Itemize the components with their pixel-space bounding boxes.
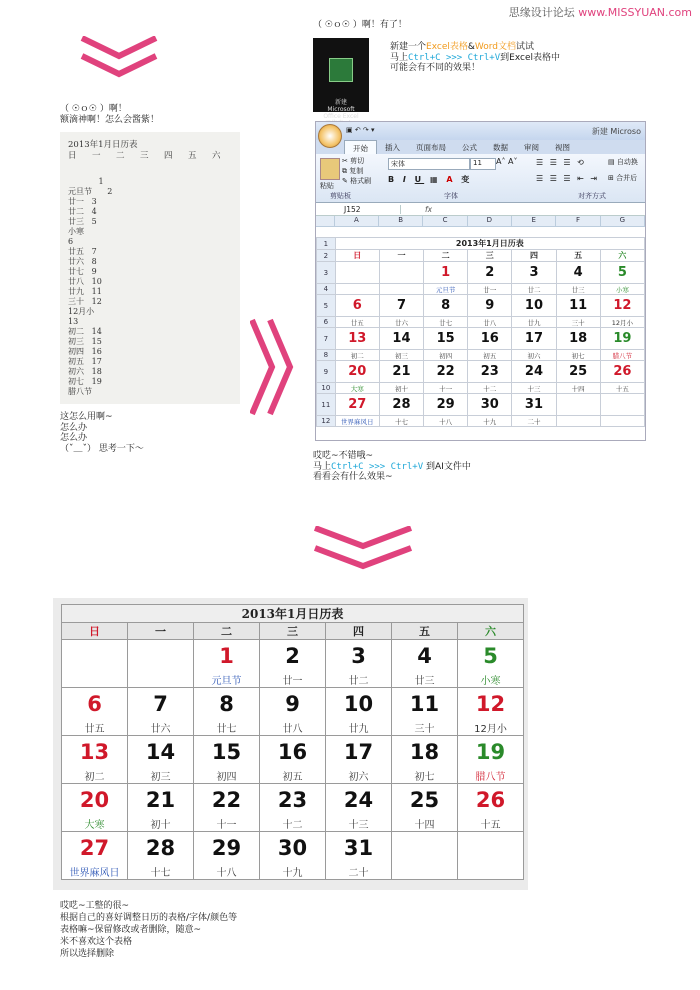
calendar-date: 5 [458, 640, 524, 673]
excel-weekday-cell[interactable]: 六 [600, 250, 644, 262]
excel-lunar-cell[interactable]: 初六 [512, 350, 556, 361]
calendar-date: 9 [260, 688, 326, 721]
calendar-lunar: 初十 [128, 816, 194, 832]
format-painter-button[interactable]: ✎ 格式刷 [342, 177, 372, 185]
text-calendar-title: 2013年1月日历表 [68, 140, 138, 150]
excel-window [315, 121, 646, 441]
excel-weekday-cell[interactable]: 二 [424, 250, 468, 262]
chevron-down-icon [313, 526, 413, 570]
calendar-date: 14 [128, 736, 194, 769]
ribbon-tabs [316, 140, 645, 154]
calendar-date: 1 [194, 640, 260, 673]
excel-lunar-cell[interactable]: 十九 [468, 416, 512, 427]
calendar-date [392, 832, 458, 865]
excel-weekday-cell[interactable]: 五 [556, 250, 600, 262]
calendar-lunar: 大寒 [62, 816, 128, 832]
excel-date-cell[interactable]: 26 [600, 361, 644, 383]
excel-lunar-cell[interactable] [335, 284, 379, 295]
font-group-label: 字体 [444, 192, 458, 200]
calendar-lunar: 廿三 [392, 672, 458, 688]
calendar-title: 2013年1月日历表 [62, 605, 524, 623]
excel-date-cell[interactable]: 31 [512, 394, 556, 416]
alignment-group-label: 对齐方式 [578, 192, 606, 200]
excel-lunar-cell[interactable] [556, 416, 600, 427]
calendar-weekday: 六 [458, 623, 524, 640]
calendar-lunar: 初二 [62, 768, 128, 784]
text-calendar-row: 初七 19 [68, 377, 102, 386]
text-calendar-row: 廿二 4 [68, 207, 97, 216]
tab-page-layout[interactable]: 页面布局 [416, 143, 446, 152]
excel-lunar-cell[interactable]: 初七 [556, 350, 600, 361]
excel-date-cell[interactable]: 11 [556, 295, 600, 317]
excel-lunar-cell[interactable]: 十一 [424, 383, 468, 394]
calendar-lunar [62, 672, 128, 688]
excel-date-cell[interactable]: 9 [468, 295, 512, 317]
copy-button[interactable]: ⧉ 复制 [342, 167, 364, 175]
calendar-date: 31 [326, 832, 392, 865]
excel-date-cell[interactable]: 28 [379, 394, 423, 416]
row-header[interactable]: 8 [317, 350, 336, 361]
calendar-date: 3 [326, 640, 392, 673]
calendar-date: 27 [62, 832, 128, 865]
excel-date-cell[interactable]: 8 [424, 295, 468, 317]
text-calendar-row: 廿七 9 [68, 267, 97, 276]
text-calendar-row: 腊八节 [68, 387, 92, 396]
excel-lunar-cell[interactable]: 十三 [512, 383, 556, 394]
right-intro-title: （ ☉ｏ☉ ）啊！有了！ [313, 20, 407, 30]
calendar-table [61, 604, 524, 880]
excel-lunar-cell[interactable]: 初二 [335, 350, 379, 361]
cut-button[interactable]: ✂ 剪切 [342, 157, 365, 165]
tab-insert[interactable]: 插入 [385, 143, 400, 152]
calendar-lunar: 十九 [260, 864, 326, 880]
text-calendar-row: 元旦节 2 [68, 187, 113, 196]
calendar-lunar: 初四 [194, 768, 260, 784]
excel-weekday-cell[interactable]: 四 [512, 250, 556, 262]
calendar-lunar: 三十 [392, 720, 458, 736]
calendar-date: 26 [458, 784, 524, 817]
calendar-lunar: 腊八节 [458, 768, 524, 784]
calendar-lunar [458, 864, 524, 880]
excel-date-cell[interactable]: 12 [600, 295, 644, 317]
calendar-lunar: 廿六 [128, 720, 194, 736]
calendar-lunar: 元旦节 [194, 672, 260, 688]
text-calendar-row: 初六 18 [68, 367, 102, 376]
calendar-weekday: 四 [326, 623, 392, 640]
text-calendar-row: 初二 14 [68, 327, 102, 336]
calendar-date [458, 832, 524, 865]
paste-button[interactable]: 粘贴 [320, 182, 334, 190]
tab-formulas[interactable]: 公式 [462, 143, 477, 152]
row-header[interactable]: 1 [317, 238, 336, 250]
calendar-lunar: 廿七 [194, 720, 260, 736]
tab-view[interactable]: 视图 [555, 143, 570, 152]
excel-lunar-cell[interactable]: 初三 [379, 350, 423, 361]
excel-lunar-cell[interactable]: 廿二 [512, 284, 556, 295]
row-header[interactable]: 10 [317, 383, 336, 394]
excel-lunar-cell[interactable]: 小寒 [600, 284, 644, 295]
clipboard-group-label: 剪贴板 [330, 192, 351, 200]
excel-date-cell[interactable]: 29 [424, 394, 468, 416]
excel-file-icon[interactable]: 新建 Microsoft Office Excel [313, 38, 369, 112]
align-buttons[interactable]: ☰ ☰ ☰ ⟲ [536, 158, 586, 167]
excel-lunar-cell[interactable]: 腊八节 [600, 350, 644, 361]
wrap-text-button[interactable]: ▤ 自动换 [608, 158, 638, 166]
excel-titlebar [316, 122, 645, 140]
font-style-buttons[interactable]: B I U ▦ A 变 [388, 175, 473, 184]
calendar-lunar: 十七 [128, 864, 194, 880]
excel-date-cell[interactable]: 25 [556, 361, 600, 383]
calendar-weekday: 三 [260, 623, 326, 640]
excel-weekday-cell[interactable]: 一 [379, 250, 423, 262]
row-header[interactable]: 9 [317, 361, 336, 383]
text-calendar-rows [68, 177, 112, 397]
left-outro: 这怎么用啊~ 怎么办 怎么办 （ˇ＿ˇ） 思考一下～ [60, 412, 144, 454]
excel-lunar-cell[interactable]: 十二 [468, 383, 512, 394]
tab-review[interactable]: 审阅 [524, 143, 539, 152]
excel-lunar-cell[interactable]: 12月小 [600, 317, 644, 328]
excel-lunar-cell[interactable]: 十五 [600, 383, 644, 394]
calendar-date: 11 [392, 688, 458, 721]
tab-home[interactable]: 开始 [344, 140, 377, 154]
calendar-date: 8 [194, 688, 260, 721]
text-calendar-row: 三十 12 [68, 297, 102, 306]
calendar-date: 4 [392, 640, 458, 673]
excel-date-cell[interactable]: 22 [424, 361, 468, 383]
calendar-date: 30 [260, 832, 326, 865]
excel-lunar-cell[interactable]: 十七 [379, 416, 423, 427]
text-calendar-row: 廿八 10 [68, 277, 102, 286]
excel-date-cell[interactable]: 5 [600, 262, 644, 284]
text-calendar-row: 12月小 [68, 307, 95, 316]
fx-icon[interactable]: fx [425, 204, 433, 214]
excel-date-cell[interactable]: 24 [512, 361, 556, 383]
text-calendar-row: 廿三 5 [68, 217, 97, 226]
excel-date-cell[interactable]: 2 [468, 262, 512, 284]
row-header[interactable]: 7 [317, 328, 336, 350]
excel-lunar-cell[interactable]: 初四 [424, 350, 468, 361]
watermark-url: www.MISSYUAN.com [578, 6, 692, 19]
excel-date-cell[interactable] [379, 262, 423, 284]
excel-lunar-cell[interactable]: 廿九 [512, 317, 556, 328]
excel-date-cell[interactable]: 16 [468, 328, 512, 350]
excel-date-cell[interactable]: 15 [424, 328, 468, 350]
text-calendar-row: 初五 17 [68, 357, 102, 366]
text-calendar-row: 13 [68, 317, 79, 326]
excel-date-cell[interactable]: 3 [512, 262, 556, 284]
calendar-date [128, 640, 194, 673]
excel-lunar-cell[interactable] [379, 284, 423, 295]
calendar-lunar: 廿五 [62, 720, 128, 736]
excel-title-cell[interactable]: 2013年1月日历表 [335, 238, 644, 250]
calendar-lunar: 十二 [260, 816, 326, 832]
calendar-date: 6 [62, 688, 128, 721]
calendar-date: 25 [392, 784, 458, 817]
name-box[interactable]: J152 [316, 205, 401, 214]
row-header[interactable]: 6 [317, 317, 336, 328]
calendar-date: 29 [194, 832, 260, 865]
excel-date-cell[interactable]: 4 [556, 262, 600, 284]
excel-logo-icon [329, 58, 353, 82]
excel-date-cell[interactable]: 19 [600, 328, 644, 350]
excel-lunar-cell[interactable]: 十四 [556, 383, 600, 394]
calendar-date: 28 [128, 832, 194, 865]
excel-weekday-cell[interactable]: 日 [335, 250, 379, 262]
font-grow-shrink-buttons[interactable]: A˄ A˅ [496, 157, 518, 166]
text-calendar-row: 廿一 3 [68, 197, 97, 206]
calendar-lunar: 十四 [392, 816, 458, 832]
text-calendar-row: 1 [68, 177, 104, 186]
row-header[interactable]: 12 [317, 416, 336, 427]
excel-date-cell[interactable]: 27 [335, 394, 379, 416]
calendar-lunar: 小寒 [458, 672, 524, 688]
calendar-lunar: 廿一 [260, 672, 326, 688]
calendar-lunar: 世界麻风日 [62, 864, 128, 880]
calendar-date: 13 [62, 736, 128, 769]
indent-buttons[interactable]: ☰ ☰ ☰ ⇤ ⇥ [536, 174, 600, 183]
calendar-date: 18 [392, 736, 458, 769]
watermark-name: 思缘设计论坛 [508, 6, 575, 19]
excel-lunar-cell[interactable]: 十八 [424, 416, 468, 427]
excel-date-cell[interactable] [335, 262, 379, 284]
calendar-weekday: 二 [194, 623, 260, 640]
excel-lunar-cell[interactable]: 廿三 [556, 284, 600, 295]
calendar-lunar: 初七 [392, 768, 458, 784]
excel-date-cell[interactable]: 20 [335, 361, 379, 383]
excel-lunar-cell[interactable]: 世界麻风日 [335, 416, 379, 427]
excel-date-cell[interactable]: 14 [379, 328, 423, 350]
calendar-weekday: 一 [128, 623, 194, 640]
calendar-date: 17 [326, 736, 392, 769]
text-calendar-row: 廿九 11 [68, 287, 102, 296]
excel-date-cell[interactable]: 30 [468, 394, 512, 416]
calendar-lunar: 十八 [194, 864, 260, 880]
calendar-lunar: 十三 [326, 816, 392, 832]
excel-date-cell[interactable] [556, 394, 600, 416]
calendar-lunar: 初五 [260, 768, 326, 784]
excel-date-cell[interactable]: 6 [335, 295, 379, 317]
calendar-date: 19 [458, 736, 524, 769]
text-calendar-row: 6 [68, 237, 74, 246]
tab-data[interactable]: 数据 [493, 143, 508, 152]
merge-center-button[interactable]: ⊞ 合并后 [608, 174, 638, 182]
calendar-weekday: 日 [62, 623, 128, 640]
calendar-date: 20 [62, 784, 128, 817]
office-button[interactable] [318, 124, 342, 148]
right-intro-text: 新建一个Excel表格&Word文档试试 马上Ctrl+C >>> Ctrl+V到Excel表格中 可能会有不同的效果！ [390, 42, 560, 73]
excel-date-cell[interactable]: 7 [379, 295, 423, 317]
excel-lunar-cell[interactable]: 三十 [556, 317, 600, 328]
excel-lunar-cell[interactable]: 二十 [512, 416, 556, 427]
excel-lunar-cell[interactable]: 廿五 [335, 317, 379, 328]
calendar-date: 7 [128, 688, 194, 721]
calendar-date: 15 [194, 736, 260, 769]
calendar-date: 10 [326, 688, 392, 721]
font-size-select[interactable]: 11 [470, 158, 496, 170]
calendar-lunar: 十五 [458, 816, 524, 832]
excel-date-cell[interactable] [600, 394, 644, 416]
excel-lunar-cell[interactable]: 廿八 [468, 317, 512, 328]
calendar-lunar: 初三 [128, 768, 194, 784]
excel-lunar-cell[interactable]: 廿一 [468, 284, 512, 295]
calendar-date: 21 [128, 784, 194, 817]
excel-date-cell[interactable]: 1 [424, 262, 468, 284]
excel-date-cell[interactable]: 21 [379, 361, 423, 383]
calendar-date [62, 640, 128, 673]
excel-date-cell[interactable]: 13 [335, 328, 379, 350]
ribbon [316, 154, 645, 203]
paste-icon[interactable] [320, 158, 340, 180]
excel-lunar-cell[interactable]: 初十 [379, 383, 423, 394]
excel-date-cell[interactable]: 18 [556, 328, 600, 350]
calendar-date: 22 [194, 784, 260, 817]
row-header[interactable]: 2 [317, 250, 336, 262]
text-calendar-weekdays: 日 一 二 三 四 五 六 [68, 151, 221, 161]
text-calendar-row: 初四 16 [68, 347, 102, 356]
bottom-caption: 哎呓~工整的很~ 根据自己的喜好调整日历的表格/字体/颜色等 表格嘛~保留修改或者删除，随意~ 米不喜欢这个表格 所以选择删除 [60, 901, 238, 959]
excel-lunar-cell[interactable]: 元旦节 [424, 284, 468, 295]
quick-access-toolbar[interactable]: ▣ ↶ ↷ ▾ [346, 126, 375, 134]
excel-lunar-cell[interactable]: 廿七 [424, 317, 468, 328]
watermark [509, 4, 692, 20]
excel-date-cell[interactable]: 17 [512, 328, 556, 350]
calendar-lunar: 二十 [326, 864, 392, 880]
calendar-lunar [392, 864, 458, 880]
excel-date-cell[interactable]: 23 [468, 361, 512, 383]
chevron-down-icon [80, 36, 158, 78]
mid-caption: 哎呓~不错哦~ 马上Ctrl+C >>> Ctrl+V 到AI文件中 看看会有什么效果~ [313, 451, 471, 482]
text-calendar-row: 初三 15 [68, 337, 102, 346]
calendar-weekday: 五 [392, 623, 458, 640]
text-calendar-row: 廿六 8 [68, 257, 97, 266]
excel-title: 新建 Microso [591, 127, 641, 136]
final-calendar [53, 598, 528, 890]
calendar-lunar [128, 672, 194, 688]
chevron-right-icon [250, 318, 294, 416]
formula-bar [316, 203, 645, 216]
calendar-lunar: 廿八 [260, 720, 326, 736]
calendar-lunar: 12月小 [458, 720, 524, 736]
calendar-date: 23 [260, 784, 326, 817]
text-calendar-row: 廿五 7 [68, 247, 97, 256]
excel-lunar-cell[interactable] [600, 416, 644, 427]
row-header[interactable]: 4 [317, 284, 336, 295]
excel-lunar-cell[interactable]: 大寒 [335, 383, 379, 394]
calendar-date: 16 [260, 736, 326, 769]
row-header[interactable]: 5 [317, 295, 336, 317]
calendar-date: 2 [260, 640, 326, 673]
left-intro: （ ☉ｏ☉ ）啊！ 额滴神啊！怎么会酱紫！ [60, 104, 160, 125]
calendar-lunar: 十一 [194, 816, 260, 832]
excel-lunar-cell[interactable]: 初五 [468, 350, 512, 361]
excel-date-cell[interactable]: 10 [512, 295, 556, 317]
calendar-date: 24 [326, 784, 392, 817]
text-calendar [60, 132, 240, 404]
excel-lunar-cell[interactable]: 廿六 [379, 317, 423, 328]
font-name-select[interactable]: 宋体 [388, 158, 470, 170]
calendar-date: 12 [458, 688, 524, 721]
column-headers: A B C D E F G [316, 216, 645, 227]
text-calendar-row: 小寒 [68, 227, 84, 236]
excel-weekday-cell[interactable]: 三 [468, 250, 512, 262]
excel-grid[interactable] [316, 237, 645, 427]
row-header[interactable]: 3 [317, 262, 336, 284]
row-header[interactable]: 11 [317, 394, 336, 416]
calendar-lunar: 廿二 [326, 672, 392, 688]
calendar-lunar: 初六 [326, 768, 392, 784]
calendar-lunar: 廿九 [326, 720, 392, 736]
